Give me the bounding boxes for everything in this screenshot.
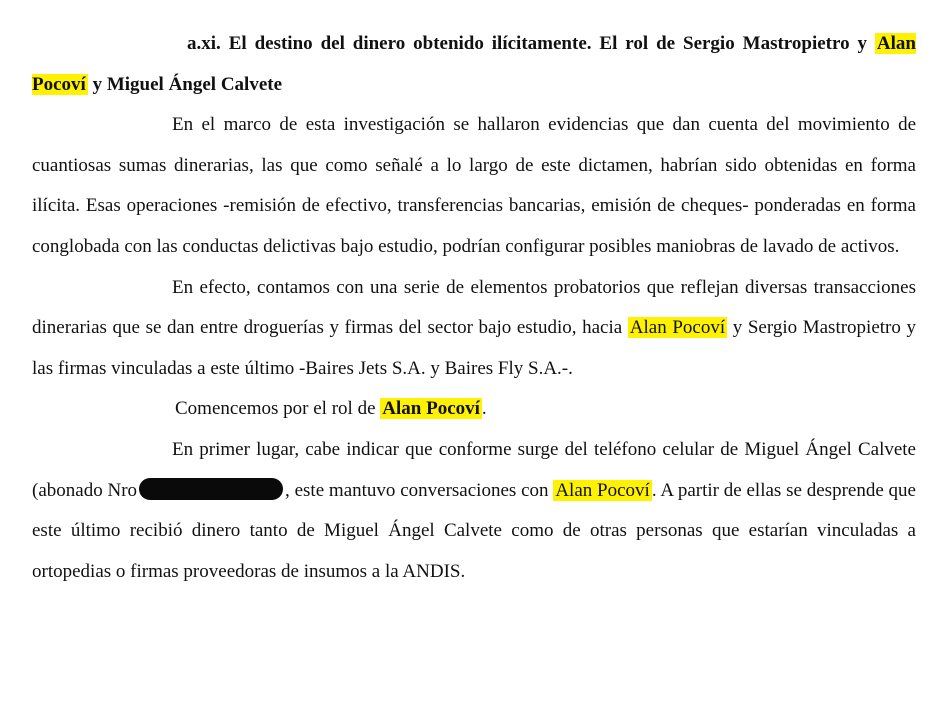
subheading (32, 389, 916, 430)
section-heading (32, 24, 916, 105)
paragraph-3-text-3: . A partir de ellas se desprende que este último recibió dinero tanto de Miguel Ángel Calvete como de otras personas que estarían vinculadas a ortopedias o firmas proveedoras de insumos a la ANDIS. (32, 479, 916, 582)
highlighted-name: Alan Pocoví (382, 398, 480, 420)
heading-text-2: y Miguel Ángel Calvete (87, 73, 283, 95)
subheading-text-2: . (481, 398, 487, 420)
subheading-text-1: Comencemos por el rol de (175, 398, 381, 420)
heading-text-1: a.xi. El destino del dinero obtenido ilícitamente. El rol de Sergio Mastropietro y (187, 33, 875, 54)
paragraph-3-text-2: , este mantuvo conversaciones con (285, 479, 554, 501)
redaction-block (139, 478, 283, 500)
document-page (32, 24, 916, 592)
paragraph-2-text-2: y Sergio Mastropietro y las firmas vinculadas a este último -Baires Jets S.A. y Baires Fly S.A.-. (32, 317, 916, 379)
paragraph-1: En el marco de esta investigación se hallaron evidencias que dan cuenta del movimiento de cuantiosas sumas dinerarias, las que como señalé a lo largo de este dictamen, habrían sido obtenidas en forma ilícita. Esas operaciones -remisión de efectivo, transferencias bancarias, emisión de cheques- ponderadas en forma conglobada con las conductas delictivas bajo estudio, podrían configurar posibles maniobras de lavado de activos. (32, 114, 916, 257)
paragraph-3 (32, 430, 916, 592)
highlighted-name: Alan Pocoví (555, 479, 650, 501)
paragraph-3-text-1: En primer lugar, cabe indicar que conforme surge del teléfono celular de Miguel Ángel Calvete (abonado Nro (32, 438, 916, 501)
paragraph-2-text-1: En efecto, contamos con una serie de elementos probatorios que reflejan diversas transacciones dinerarias que se dan entre droguerías y firmas del sector bajo estudio, hacia (32, 276, 916, 339)
highlighted-name: Alan Pocoví (32, 33, 916, 95)
paragraph-2 (32, 268, 916, 390)
highlighted-name: Alan Pocoví (629, 317, 726, 339)
